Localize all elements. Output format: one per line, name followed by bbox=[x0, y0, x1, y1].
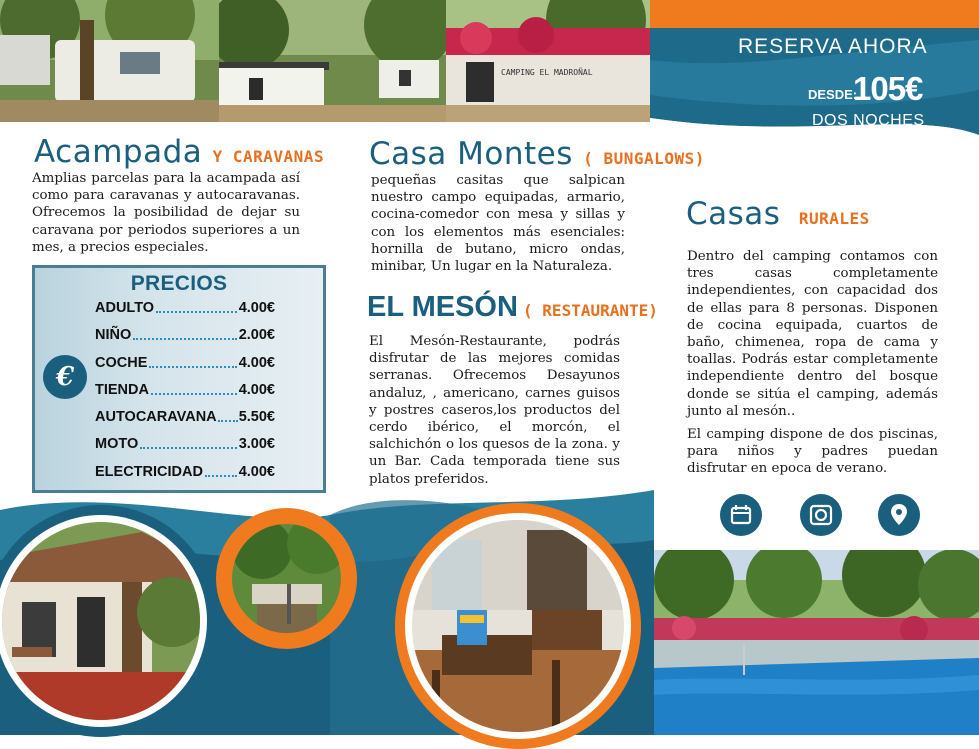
casa-montes-title-sub: ( BUNGALOWS) bbox=[583, 149, 705, 168]
sign-text: CAMPING EL MADROÑAL bbox=[501, 68, 593, 77]
price-value: 4.00€ bbox=[238, 382, 275, 398]
price-row-moto bbox=[95, 436, 275, 452]
banner-nights: DOS NOCHES bbox=[812, 112, 925, 129]
calendar-icon[interactable] bbox=[720, 494, 762, 536]
acampada-title-sub: Y CARAVANAS bbox=[212, 147, 325, 166]
acampada-title-main: Acampada bbox=[34, 134, 203, 170]
price-value: 4.00€ bbox=[238, 300, 275, 316]
photo-bungalow bbox=[2, 522, 200, 720]
price-label: AUTOCARAVANA bbox=[95, 409, 217, 425]
meson-title bbox=[367, 291, 658, 324]
price-value: 3.00€ bbox=[238, 436, 275, 452]
photo-garden bbox=[232, 524, 341, 633]
price-label: TIENDA bbox=[95, 382, 149, 398]
price-label: ADULTO bbox=[95, 300, 155, 316]
price-row-nino bbox=[95, 327, 275, 343]
acampada-body: Amplias parcelas para la acampada así como para caravanas y autocaravanas. Ofrecemos la posibilidad de dejar su caravana por periodos superiores a un mes, a precios especiales. bbox=[32, 171, 300, 255]
casas-rurales-title bbox=[686, 196, 870, 232]
banner-price: 105€ bbox=[853, 70, 923, 107]
price-value: 5.50€ bbox=[238, 409, 275, 425]
price-value: 4.00€ bbox=[238, 355, 275, 371]
prices-heading: PRECIOS bbox=[130, 272, 228, 295]
banner-title[interactable]: RESERVA AHORA bbox=[738, 35, 928, 58]
photo-white-house bbox=[219, 0, 446, 122]
casa-montes-title-main: Casa Montes bbox=[369, 136, 573, 172]
price-label: NIÑO bbox=[95, 327, 132, 343]
meson-title-sub: ( RESTAURANTE) bbox=[523, 301, 658, 320]
price-row-tienda bbox=[95, 382, 275, 398]
photo-restaurant bbox=[412, 520, 624, 732]
meson-title-main: EL MESÓN bbox=[367, 291, 518, 323]
casas-title-sub: RURALES bbox=[798, 209, 870, 228]
price-row-coche bbox=[95, 355, 275, 371]
price-label: COCHE bbox=[95, 355, 148, 371]
casa-montes-body: pequeñas casitas que salpican nuestro campo equipadas, armario, cocina-comedor con mesa y sillas y con los elementos más esenciales: hornilla de butano, micro ondas, minibar, Un lugar en la Naturaleza. bbox=[371, 173, 625, 275]
meson-body: El Mesón-Restaurante, podrás disfrutar de las mejores comidas serranas. Ofrecemos Desayunos andaluz, , americano, carnes guisos y postres caseros,los productos del cerdo ibérico, el morcón, el salchichón o los quesos de la zona. y un Bar. Cada temporada tiene sus platos preferidos. bbox=[369, 334, 620, 487]
piscinas-body: El camping dispone de dos piscinas, para niños y padres puedan disfrutar en epoca de verano. bbox=[687, 427, 938, 477]
camera-icon[interactable] bbox=[800, 494, 842, 536]
price-label: MOTO bbox=[95, 436, 139, 452]
price-row-adulto bbox=[95, 300, 275, 316]
price-value: 2.00€ bbox=[238, 327, 275, 343]
price-label: ELECTRICIDAD bbox=[95, 464, 203, 480]
location-pin-icon[interactable] bbox=[878, 494, 920, 536]
casa-montes-title bbox=[369, 136, 705, 172]
photo-pool bbox=[654, 550, 979, 735]
prices-box bbox=[32, 265, 326, 493]
photo-camping-sign bbox=[446, 0, 650, 122]
euro-icon: € bbox=[43, 355, 87, 399]
price-row-autocaravana bbox=[95, 409, 275, 425]
banner-desde: DESDE: bbox=[808, 87, 858, 102]
acampada-title bbox=[34, 134, 324, 170]
casas-title-main: Casas bbox=[686, 196, 781, 232]
casas-body: Dentro del camping contamos con tres casas completamente independientes, con capacidad dos de ellas para 8 personas. Disponen de cocina equipada, cuartos de baño, chimenea, ropa de cama y toallas. Podrás estar completamente independiente dentro del bosque donde se sitúa el camping, además junto al mesón.. bbox=[687, 249, 938, 419]
photo-caravans bbox=[0, 0, 219, 122]
price-value: 4.00€ bbox=[238, 464, 275, 480]
